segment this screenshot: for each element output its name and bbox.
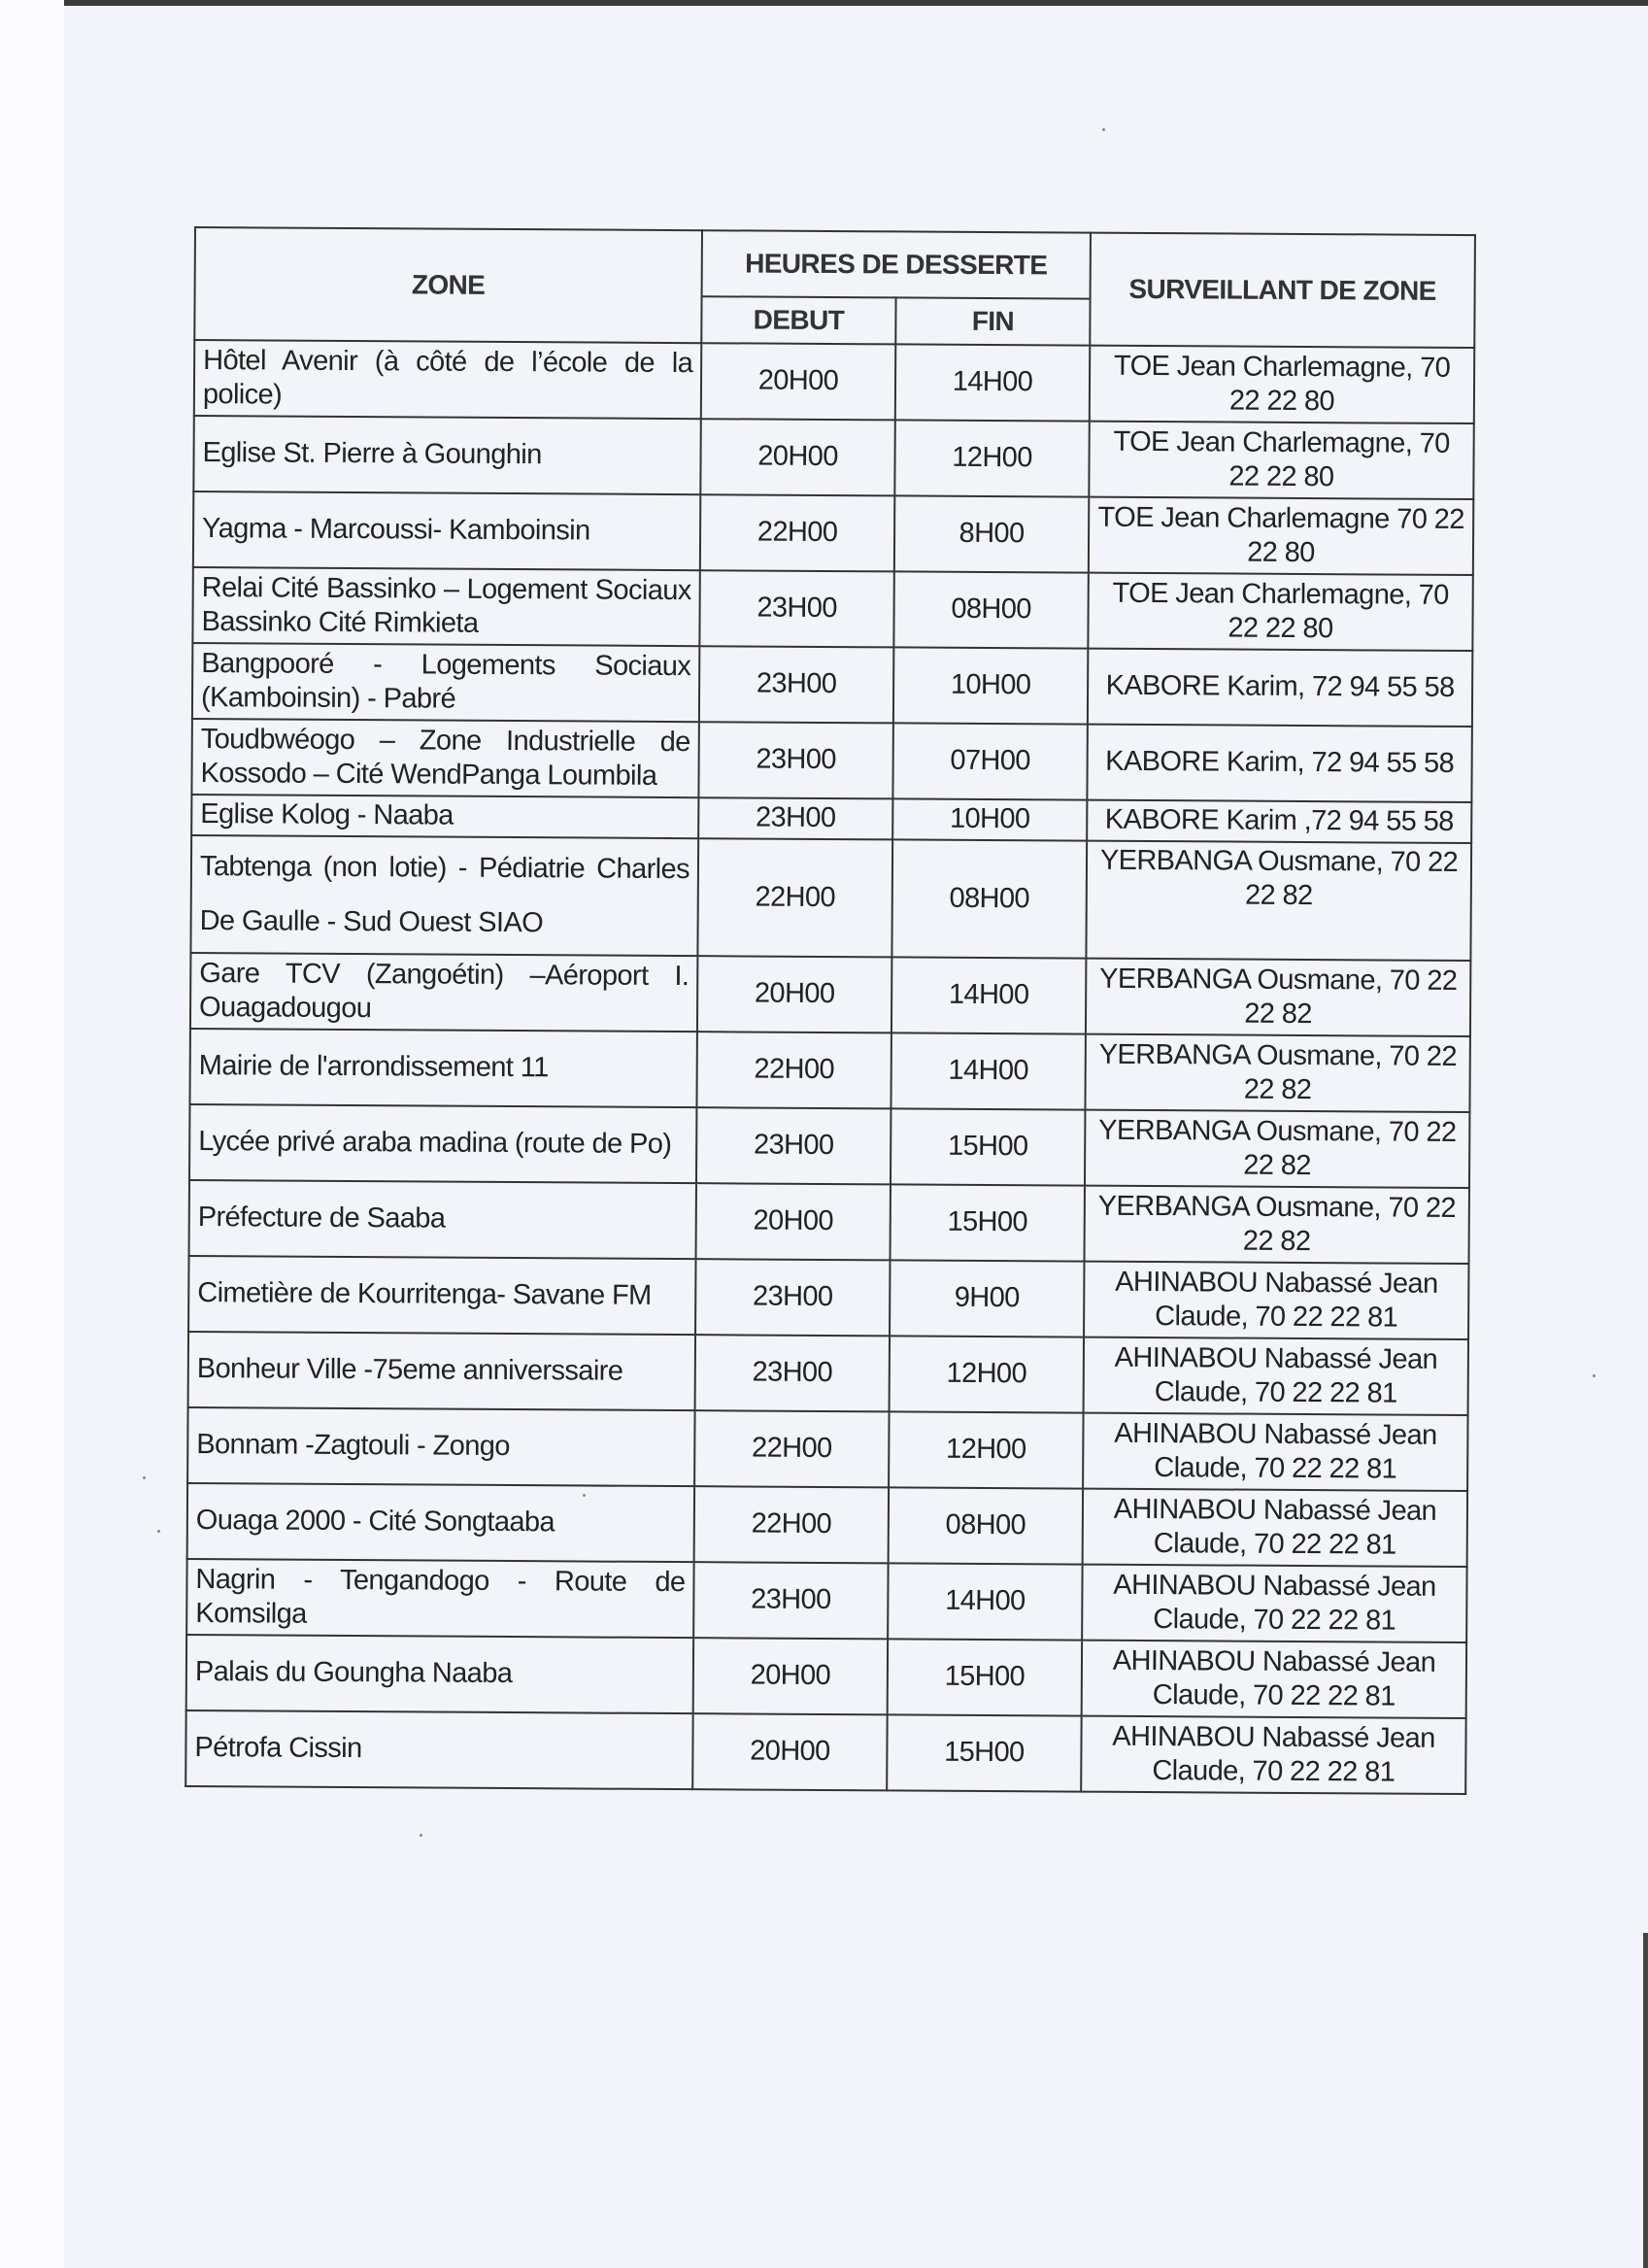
fin-cell: 8H00: [894, 495, 1089, 572]
debut-cell: 23H00: [696, 1107, 891, 1184]
table-row: [189, 1104, 1469, 1188]
debut-header: DEBUT: [701, 296, 895, 344]
fin-cell: 15H00: [888, 1639, 1082, 1715]
fin-cell: 15H00: [887, 1714, 1081, 1791]
table-row: [186, 1635, 1466, 1718]
zone-cell: Palais du Goungha Naaba: [186, 1635, 693, 1713]
table-row: [194, 340, 1474, 423]
surveillant-cell: TOE Jean Charlemagne 70 22 22 80: [1089, 497, 1473, 575]
table-row: [186, 1559, 1466, 1642]
surveillant-cell: TOE Jean Charlemagne, 70 22 22 80: [1088, 573, 1472, 651]
debut-cell: 23H00: [699, 646, 893, 723]
table-row: [189, 1180, 1469, 1264]
fin-cell: 12H00: [890, 1336, 1084, 1412]
table-row: [192, 643, 1472, 727]
table-row: [191, 719, 1471, 802]
scan-right-edge: [1643, 1933, 1648, 2268]
zone-header: ZONE: [194, 227, 702, 343]
surveillant-cell: YERBANGA Ousmane, 70 22 22 82: [1085, 1110, 1469, 1188]
table-row: [189, 1029, 1469, 1112]
table-row: [190, 953, 1470, 1036]
debut-cell: 23H00: [695, 1335, 890, 1411]
zone-cell: Nagrin - Tengandogo - Route de Komsilga: [186, 1559, 693, 1638]
fin-cell: 15H00: [891, 1184, 1085, 1261]
zone-cell: Préfecture de Saaba: [189, 1180, 696, 1259]
zone-cell: Toudbwéogo – Zone Industrielle de Kossodo – Cité WendPanga Loumbila: [191, 719, 698, 797]
surveillant-cell: AHINABOU Nabassé Jean Claude, 70 22 22 81: [1082, 1565, 1466, 1642]
surveillant-cell: KABORE Karim ,72 94 55 58: [1087, 800, 1471, 843]
surveillant-cell: AHINABOU Nabassé Jean Claude, 70 22 22 81: [1082, 1641, 1466, 1718]
debut-cell: 20H00: [697, 956, 891, 1032]
fin-cell: 12H00: [889, 1411, 1083, 1488]
table-row: [190, 835, 1471, 961]
surveillant-cell: KABORE Karim, 72 94 55 58: [1087, 725, 1471, 802]
fin-cell: 10H00: [892, 798, 1087, 840]
debut-cell: 23H00: [698, 722, 892, 798]
zone-cell: Hôtel Avenir (à côté de l’école de la police): [194, 340, 701, 419]
zone-cell: Bonheur Ville -75eme anniverssaire: [188, 1332, 695, 1410]
fin-cell: 07H00: [892, 723, 1087, 799]
debut-cell: 23H00: [698, 797, 892, 839]
surveillant-cell: AHINABOU Nabassé Jean Claude, 70 22 22 81: [1083, 1413, 1467, 1491]
zone-cell: Ouaga 2000 - Cité Songtaaba: [187, 1483, 694, 1562]
surveillant-header: SURVEILLANT DE ZONE: [1090, 233, 1475, 348]
surveillant-cell: AHINABOU Nabassé Jean Claude, 70 22 22 81: [1083, 1489, 1467, 1567]
scan-left-margin: [0, 0, 64, 2268]
fin-cell: 08H00: [891, 839, 1087, 958]
surveillant-cell: AHINABOU Nabassé Jean Claude, 70 22 22 81: [1084, 1262, 1468, 1339]
debut-cell: 22H00: [696, 1032, 891, 1108]
scan-speck: [157, 1530, 160, 1533]
surveillant-cell: TOE Jean Charlemagne, 70 22 22 80: [1090, 346, 1474, 423]
fin-cell: 14H00: [891, 1032, 1085, 1109]
surveillant-cell: AHINABOU Nabassé Jean Claude, 70 22 22 81: [1084, 1337, 1468, 1415]
fin-cell: 08H00: [893, 571, 1088, 648]
zone-cell: Tabtenga (non lotie) - Pédiatrie Charles De Gaulle - Sud Ouest SIAO: [190, 835, 698, 956]
surveillant-cell: AHINABOU Nabassé Jean Claude, 70 22 22 81: [1081, 1716, 1465, 1794]
zone-cell: Cimetière de Kourritenga- Savane FM: [188, 1256, 695, 1335]
debut-cell: 23H00: [693, 1562, 888, 1639]
zone-cell: Pétrofa Cissin: [185, 1710, 692, 1789]
table-row: [187, 1407, 1467, 1491]
scan-speck: [1593, 1374, 1596, 1377]
table-row: [193, 416, 1473, 499]
debut-cell: 20H00: [700, 419, 894, 495]
fin-cell: 14H00: [888, 1563, 1082, 1640]
surveillant-cell: TOE Jean Charlemagne, 70 22 22 80: [1089, 422, 1473, 499]
debut-cell: 23H00: [695, 1259, 890, 1336]
fin-cell: 15H00: [891, 1108, 1085, 1185]
table-row: [193, 491, 1473, 575]
zone-cell: Gare TCV (Zangoétin) –Aéroport I. Ouagadougou: [190, 953, 697, 1032]
debut-cell: 20H00: [701, 343, 895, 420]
zone-cell: Yagma - Marcoussi- Kamboinsin: [193, 491, 700, 570]
debut-cell: 22H00: [694, 1486, 889, 1563]
fin-cell: 08H00: [889, 1487, 1083, 1564]
header-row: [195, 227, 1475, 301]
desserte-schedule-table: [185, 226, 1476, 1795]
table-row: [185, 1710, 1465, 1794]
debut-cell: 22H00: [697, 838, 892, 957]
surveillant-cell: YERBANGA Ousmane, 70 22 22 82: [1086, 841, 1471, 961]
surveillant-cell: YERBANGA Ousmane, 70 22 22 82: [1086, 959, 1470, 1036]
surveillant-cell: KABORE Karim, 72 94 55 58: [1088, 649, 1472, 727]
scan-top-edge: [0, 0, 1648, 6]
surveillant-cell: YERBANGA Ousmane, 70 22 22 82: [1085, 1186, 1469, 1264]
debut-cell: 20H00: [693, 1638, 888, 1714]
scan-speck: [420, 1834, 422, 1837]
table-row: [187, 1483, 1467, 1567]
zone-cell: Relai Cité Bassinko – Logement Sociaux Bassinko Cité Rimkieta: [192, 567, 699, 646]
debut-cell: 20H00: [696, 1183, 891, 1260]
debut-cell: 22H00: [694, 1410, 889, 1487]
fin-cell: 10H00: [893, 647, 1088, 724]
table-row: [188, 1332, 1468, 1415]
scan-speck: [143, 1476, 146, 1479]
fin-cell: 14H00: [891, 957, 1086, 1033]
debut-cell: 20H00: [692, 1713, 887, 1790]
table-row: [192, 567, 1472, 651]
surveillant-cell: YERBANGA Ousmane, 70 22 22 82: [1085, 1034, 1469, 1112]
fin-cell: 14H00: [895, 344, 1090, 421]
debut-cell: 22H00: [700, 494, 894, 571]
fin-cell: 9H00: [890, 1260, 1084, 1337]
fin-cell: 12H00: [894, 420, 1089, 496]
zone-cell: Eglise St. Pierre à Gounghin: [193, 416, 700, 494]
zone-cell: Lycée privé araba madina (route de Po): [189, 1104, 696, 1183]
debut-cell: 23H00: [699, 570, 893, 647]
zone-cell: Eglise Kolog - Naaba: [191, 795, 698, 838]
zone-cell: Mairie de l'arrondissement 11: [189, 1029, 696, 1107]
zone-cell: Bonnam -Zagtouli - Zongo: [187, 1407, 694, 1486]
table-row: [188, 1256, 1468, 1339]
scan-speck: [1102, 128, 1105, 131]
hours-header: HEURES DE DESSERTE: [702, 230, 1091, 298]
fin-header: FIN: [895, 297, 1090, 345]
zone-cell: Bangpooré - Logements Sociaux (Kamboinsin) - Pabré: [192, 643, 699, 722]
